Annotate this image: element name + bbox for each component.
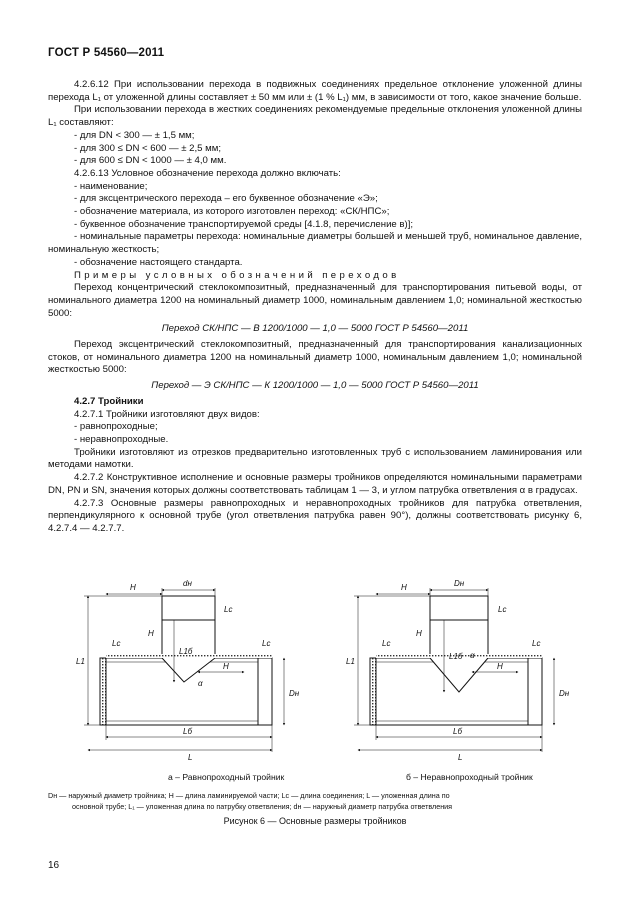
list-item: - обозначение материала, из которого изготовлен переход: «СК/НПС»; xyxy=(74,206,390,218)
label-Dn: Dн xyxy=(559,689,570,698)
label-Lc: Lс xyxy=(382,639,391,648)
label-L: L xyxy=(188,753,193,762)
label-Lb: Lб xyxy=(183,727,192,736)
legend-line: основной трубе; L₁ — уложенная длина по патрубку ответвления; dн — наружный диаметр патрубка ответвления xyxy=(72,802,453,811)
list-item: - для эксцентрического перехода – его буквенное обозначение «Э»; xyxy=(74,193,378,205)
paragraph: При использовании перехода в жестких соединениях рекомендуемые предельные отклонения уложенной длины L₁ составляют: xyxy=(48,104,582,129)
label-H: H xyxy=(401,583,407,592)
document-body xyxy=(48,79,582,536)
label-alpha: α xyxy=(470,651,475,660)
label-H: H xyxy=(223,662,229,671)
section-heading: 4.2.7 Тройники xyxy=(74,395,144,407)
label-L1b: L1б xyxy=(179,647,193,656)
figure-legend xyxy=(48,790,582,812)
paragraph: Тройники изготовляют из отрезков предварительно изготовленных труб с использованием ламинирования или методами намотки. xyxy=(48,446,582,471)
paragraph: Переход концентрический стеклокомпозитный, предназначенный для транспортирования питьевой воды, от номинального диаметра 1200 на номинальный диаметр 1000, номинальным давлением 1,0; номинальной жесткостью 5000: xyxy=(48,282,582,319)
list-item: - равнопроходные; xyxy=(74,421,158,433)
paragraph: 4.2.6.12 При использовании перехода в подвижных соединениях предельное отклонение уложенной длины перехода L₁ от уложенной длины составляет ± 50 мм или ± (1 % L₁) мм, в зависимости от того, какое значение больше. xyxy=(48,79,582,103)
list-item: - неравнопроходные. xyxy=(74,433,169,445)
paragraph: 4.2.6.13 Условное обозначение перехода должно включать: xyxy=(74,167,341,179)
paragraph: 4.2.7.2 Конструктивное исполнение и основные размеры тройников определяются номинальными параметрами DN, PN и SN, значения которых должны соответствовать таблицам 1 — 3, и углом патрубка ответвления α в градусах. xyxy=(48,472,582,496)
page-header: ГОСТ Р 54560—2011 xyxy=(48,47,165,59)
examples-heading: Примеры условных обозначений переходов xyxy=(74,269,400,281)
label-Lc: Lс xyxy=(224,605,233,614)
label-H: H xyxy=(130,583,136,592)
figure-title: Рисунок 6 — Основные размеры тройников xyxy=(223,816,407,826)
label-Lc: Lс xyxy=(532,639,541,648)
list-item: - для 300 ≤ DN < 600 — ± 2,5 мм; xyxy=(74,142,222,154)
label-Lc: Lс xyxy=(498,605,507,614)
list-item: - номинальные параметры перехода: номинальные диаметры большей и меньшей труб, номинальное давление, номинальную жесткость; xyxy=(48,231,582,256)
example-code: Переход СК/НПС — В 1200/1000 — 1,0 — 5000 ГОСТ Р 54560—2011 xyxy=(161,323,469,335)
list-item: - обозначение настоящего стандарта. xyxy=(74,256,243,268)
example-code: Переход — Э СК/НПС — К 1200/1000 — 1,0 — 5000 ГОСТ Р 54560—2011 xyxy=(151,380,479,392)
label-L: L xyxy=(458,753,463,762)
label-dn: dн xyxy=(183,579,192,588)
label-Lb: Lб xyxy=(453,727,462,736)
label-H: H xyxy=(497,662,503,671)
label-L1b: L1б xyxy=(449,652,463,661)
list-item: - для 600 ≤ DN < 1000 — ± 4,0 мм. xyxy=(74,155,227,167)
paragraph: 4.2.7.3 Основные размеры равнопроходных и неравнопроходных тройников для патрубка ответвления, перпендикулярного к основной трубе (угол ответвления патрубка равен 90°), должны соответствовать рисунку 6, 4.2.7.4 — 4.2.7.7. xyxy=(48,497,582,534)
label-L1: L1 xyxy=(76,657,85,666)
label-H: H xyxy=(416,629,422,638)
list-item: - для DN < 300 — ± 1,5 мм; xyxy=(74,129,195,141)
label-Dn: Dн xyxy=(289,689,300,698)
page-number: 16 xyxy=(48,860,60,871)
paragraph: Переход эксцентрический стеклокомпозитный, предназначенный для транспортирования канализационных стоков, от номинального диаметра 1200 на номинальный диаметр 1000, номинальным давлением 1,0; номинальной жесткостью 5000: xyxy=(48,339,582,376)
label-L1: L1 xyxy=(346,657,355,666)
list-item: - буквенное обозначение транспортируемой среды [4.1.8, перечисление в)]; xyxy=(74,218,414,230)
list-item: - наименование; xyxy=(74,180,148,192)
tee-figure xyxy=(48,574,582,764)
label-Lc: Lс xyxy=(262,639,271,648)
caption-b: б – Неравнопроходный тройник xyxy=(406,772,533,782)
legend-line: Dн — наружный диаметр тройника; H — длина ламинируемой части; Lс — длина соединения; L — уложенная длина по xyxy=(48,791,450,800)
caption-a: а – Равнопроходный тройник xyxy=(168,772,285,782)
label-Dn: Dн xyxy=(454,579,465,588)
label-H: H xyxy=(148,629,154,638)
label-alpha: α xyxy=(198,679,203,688)
paragraph: 4.2.7.1 Тройники изготовляют двух видов: xyxy=(74,408,260,420)
label-Lc: Lс xyxy=(112,639,121,648)
